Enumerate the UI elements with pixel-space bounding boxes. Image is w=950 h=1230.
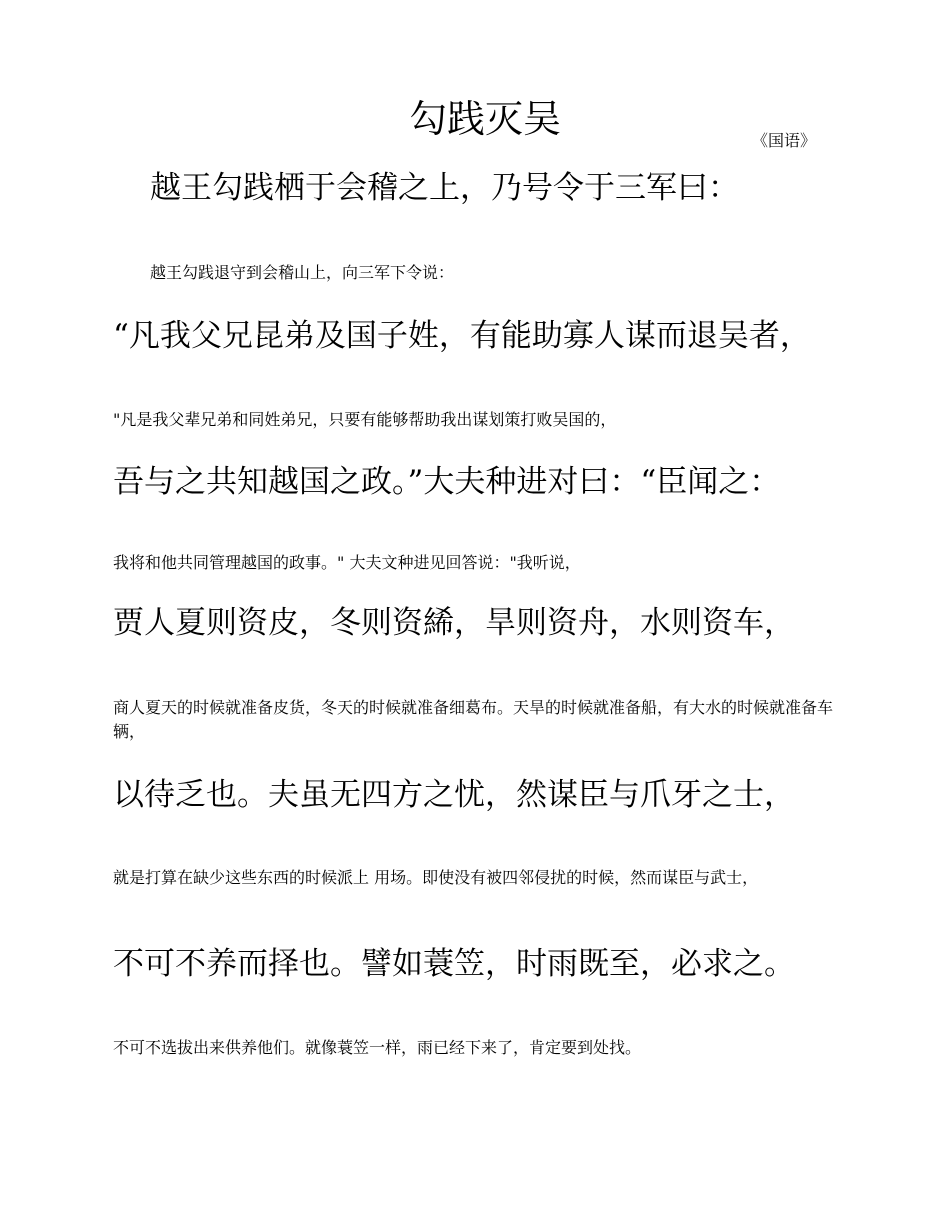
translation-text-2: "凡是我父辈兄弟和同姓弟兄，只要有能够帮助我出谋划策打败吴国的， xyxy=(113,410,617,429)
translation-text-6: 不可不选拔出来供养他们。就像蓑笠一样，雨已经下来了，肯定要到处找。 xyxy=(113,1038,642,1057)
translation-text-1: 越王勾践退守到会稽山上，向三军下令说： xyxy=(150,263,455,282)
translation-text-3: 我将和他共同管理越国的政事。" 大夫文种进见回答说："我听说， xyxy=(113,553,581,572)
translation-text-4: 商人夏天的时候就准备皮货，冬天的时候就准备细葛布。天旱的时候就准备船，有大水的时候就准备车辆， xyxy=(113,698,834,741)
document-source: 《国语》 xyxy=(751,131,816,150)
original-text-6: 不可不养而择也。譬如蓑笠，时雨既至，必求之。 xyxy=(113,946,795,982)
original-text-4: 贾人夏则资皮，冬则资絺，旱则资舟，水则资车， xyxy=(113,605,795,641)
original-text-2: “凡我父兄昆弟及国子姓，有能助寡人谋而退吴者， xyxy=(113,318,811,354)
original-text-5: 以待乏也。夫虽无四方之忧，然谋臣与爪牙之士， xyxy=(113,777,795,813)
original-text-1: 越王勾践栖于会稽之上，乃号令于三军曰： xyxy=(150,170,739,206)
translation-text-5: 就是打算在缺少这些东西的时候派上 用场。即使没有被四邻侵扰的时候，然而谋臣与武士， xyxy=(113,868,759,887)
document-title: 勾践灭吴 xyxy=(408,97,561,141)
original-text-3: 吾与之共知越国之政。”大夫种进对曰：“臣闻之： xyxy=(113,464,781,500)
